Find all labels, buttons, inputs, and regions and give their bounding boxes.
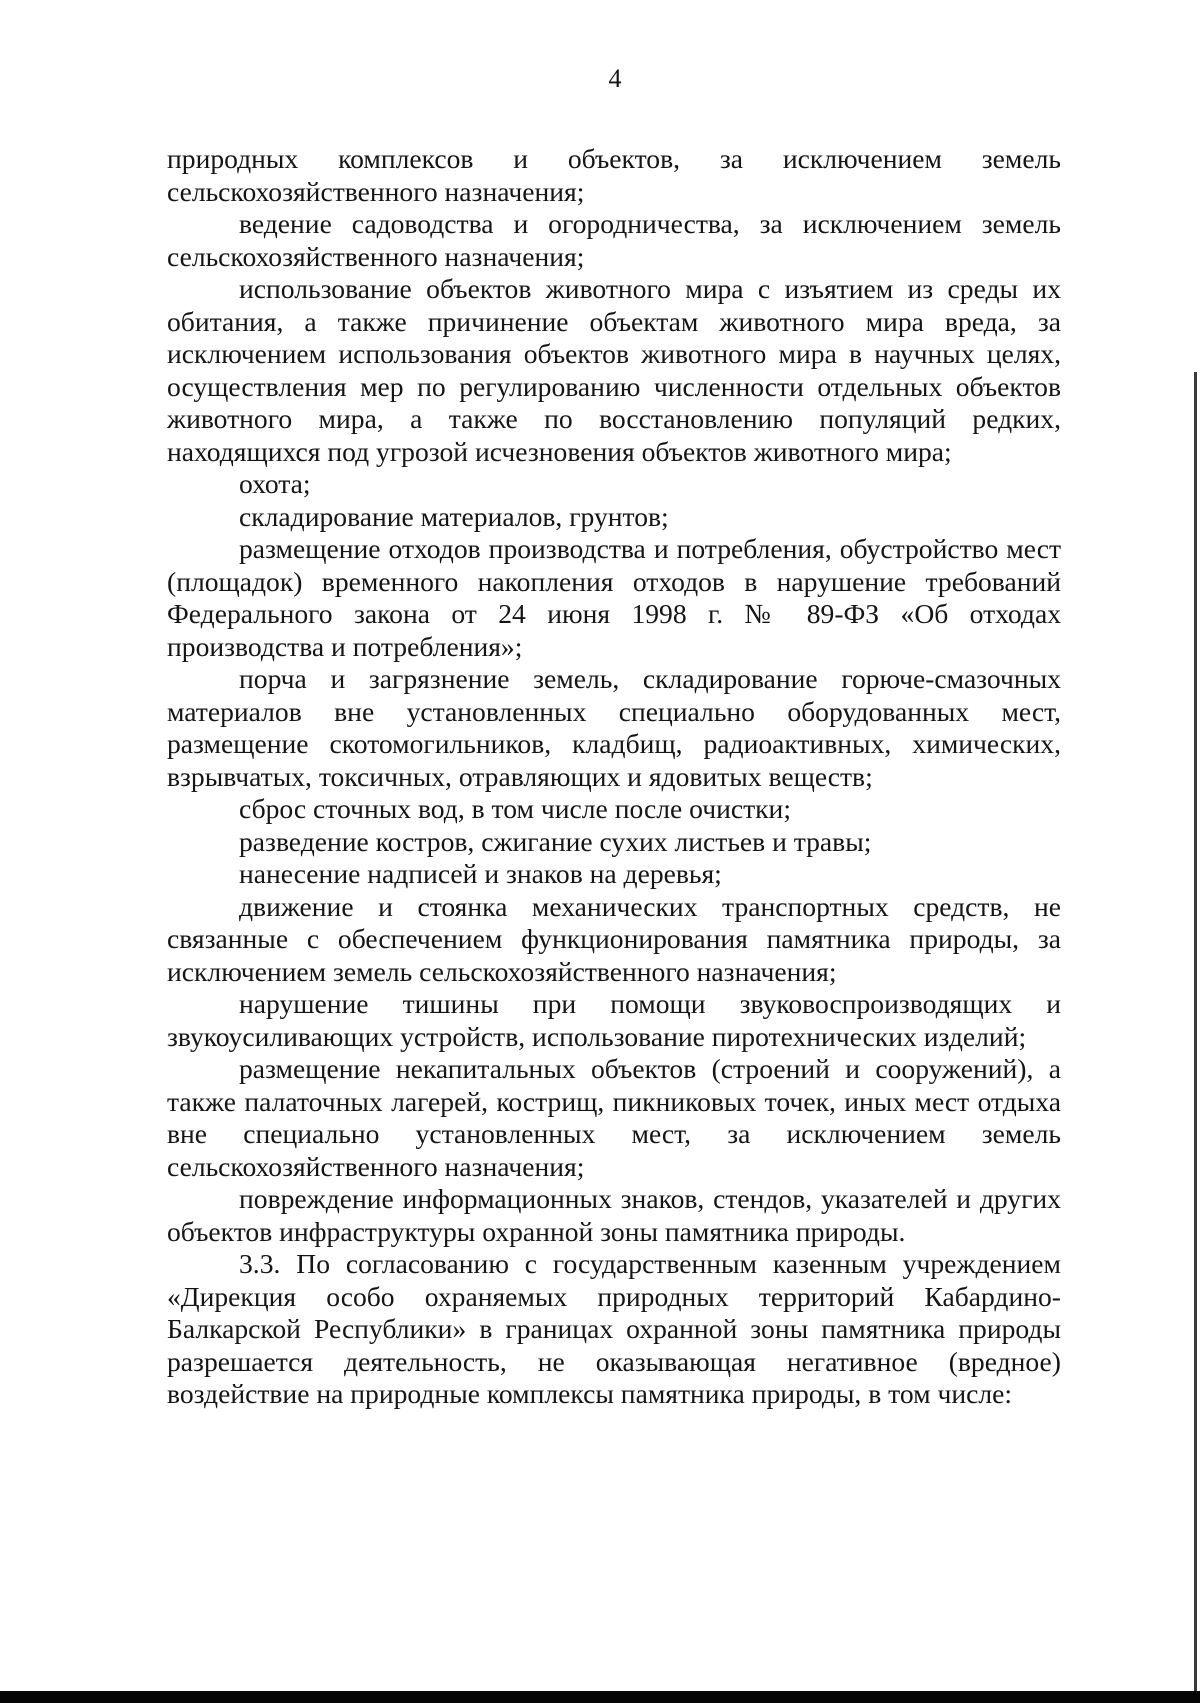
paragraph: размещение некапитальных объектов (строений и сооружений), а также палаточных лагерей, кострищ, пикниковых точек, иных мест отдыха вне специально установленных мест, за исключением земель сельскохозяйственного назначения;	[167, 1053, 1061, 1182]
paragraph: 3.3. По согласованию с государственным казенным учреждением «Дирекция особо охраняемых природных территорий Кабардино-Балкарской Республики» в границах охранной зоны памятника природы разрешается деятельность, не оказывающая негативное (вредное) воздействие на природные комплексы памятника природы, в том числе:	[167, 1248, 1061, 1409]
paragraph: нарушение тишины при помощи звуковоспроизводящих и звукоусиливающих устройств, использование пиротехнических изделий;	[167, 988, 1061, 1052]
paragraph: размещение отходов производства и потребления, обустройство мест (площадок) временного накопления отходов в нарушение требований Федерального закона от 24 июня 1998 г. № 89-ФЗ «Об отходах производства и потребления»;	[167, 533, 1061, 662]
paragraph: повреждение информационных знаков, стендов, указателей и других объектов инфраструктуры охранной зоны памятника природы.	[167, 1183, 1061, 1247]
paragraph: складирование материалов, грунтов;	[239, 500, 669, 532]
paragraph: нанесение надписей и знаков на деревья;	[239, 858, 722, 889]
scan-edge-bottom	[0, 1691, 1200, 1703]
paragraph: ведение садоводства и огородничества, за исключением земель сельскохозяйственного назначения;	[167, 208, 1061, 272]
paragraph: природных комплексов и объектов, за исключением земель сельскохозяйственного назначения;	[167, 143, 1061, 207]
paragraph: движение и стоянка механических транспортных средств, не связанные с обеспечением функционирования памятника природы, за исключением земель сельскохозяйственного назначения;	[167, 890, 1061, 987]
paragraph: разведение костров, сжигание сухих листьев и травы;	[239, 825, 872, 857]
document-body	[167, 143, 1061, 1411]
paragraph: порча и загрязнение земель, складирование горюче-смазочных материалов вне установленных специально оборудованных мест, размещение скотомогильников, кладбищ, радиоактивных, химических, взрывчатых, токсичных, отравляющих и ядовитых веществ;	[167, 663, 1061, 792]
page-number: 4	[608, 64, 622, 93]
paragraph: сброс сточных вод, в том числе после очистки;	[239, 793, 791, 824]
scan-edge-right	[1194, 372, 1197, 1703]
paragraph: охота;	[239, 468, 311, 499]
paragraph: использование объектов животного мира с изъятием из среды их обитания, а также причинение объектам животного мира вреда, за исключением использования объектов животного мира в научных целях, осуществления мер по регулированию численности отдельных объектов животного мира, а также по восстановлению популяций редких, находящихся под угрозой исчезновения объектов животного мира;	[167, 273, 1061, 467]
